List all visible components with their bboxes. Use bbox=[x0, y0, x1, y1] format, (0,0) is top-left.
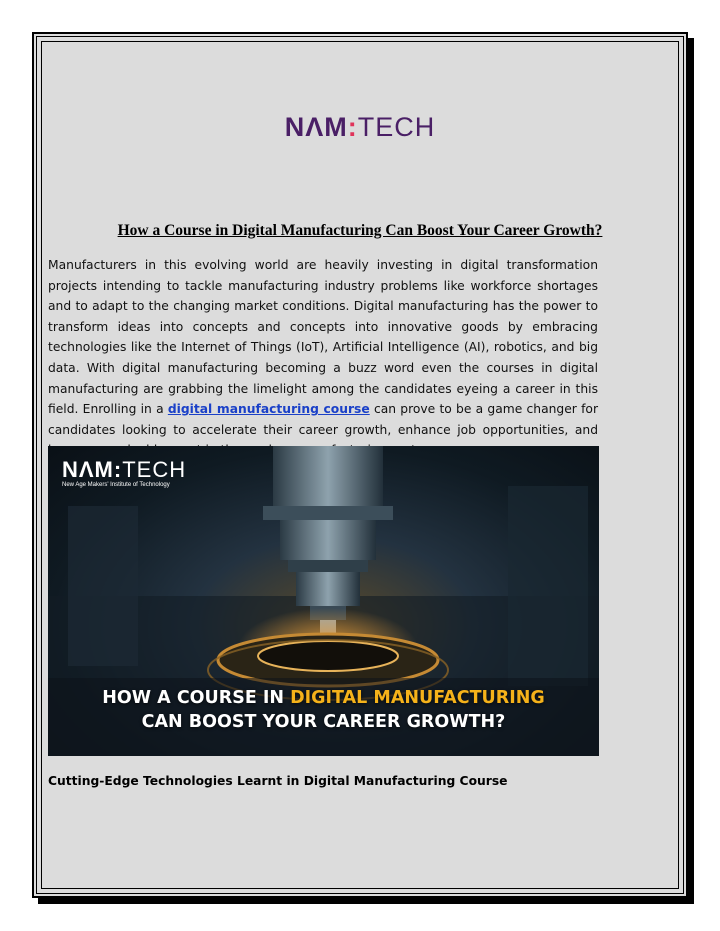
logo-nam: NΛM bbox=[284, 112, 348, 142]
article-intro bbox=[48, 255, 598, 461]
article-title: How a Course in Digital Manufacturing Can Boost Your Career Growth? bbox=[117, 222, 603, 239]
section-subheading: Cutting-Edge Technologies Learnt in Digital Manufacturing Course bbox=[48, 774, 508, 788]
hero-logo bbox=[62, 458, 186, 482]
hero-headline-line1 bbox=[48, 686, 599, 710]
hero-logo-nam: NΛM bbox=[62, 457, 114, 482]
logo-tech: TECH bbox=[357, 112, 436, 142]
digital-manufacturing-course-link[interactable]: digital manufacturing course bbox=[167, 402, 370, 417]
intro-text-before: Manufacturers in this evolving world are heavily investing in digital transformation projects intending to tackle manufacturing industry problems like workforce shortages and to adapt to the changing market conditions. Digital manufacturing has the power to transform ideas into concepts and concepts into innovative goods by embracing technologies like the Internet of Things (IoT), Artificial Intelligence (AI), robotics, and big data. With digital manufacturing becoming a buzz word even the courses in digital manufacturing are grabbing the limelight among the candidates eyeing a career in this field. Enrolling in a bbox=[48, 258, 598, 417]
hero-headline-highlight: DIGITAL MANUFACTURING bbox=[290, 688, 545, 708]
hero-image bbox=[48, 446, 599, 756]
hero-headline-line2: CAN BOOST YOUR CAREER GROWTH? bbox=[141, 712, 506, 732]
namtech-logo bbox=[0, 112, 720, 142]
hero-logo-tech: TECH bbox=[122, 457, 187, 482]
hero-tagline: New Age Makers' Institute of Technology bbox=[62, 482, 170, 488]
hero-logo-colon: : bbox=[113, 457, 123, 482]
hero-headline-white: HOW A COURSE IN bbox=[102, 688, 291, 708]
logo-colon: : bbox=[347, 112, 358, 142]
hero-headline bbox=[48, 686, 599, 734]
intro-text-after: can prove to be a game changer for candidates looking to accelerate their career growth, enhance job opportunities, and bbox=[48, 402, 598, 437]
